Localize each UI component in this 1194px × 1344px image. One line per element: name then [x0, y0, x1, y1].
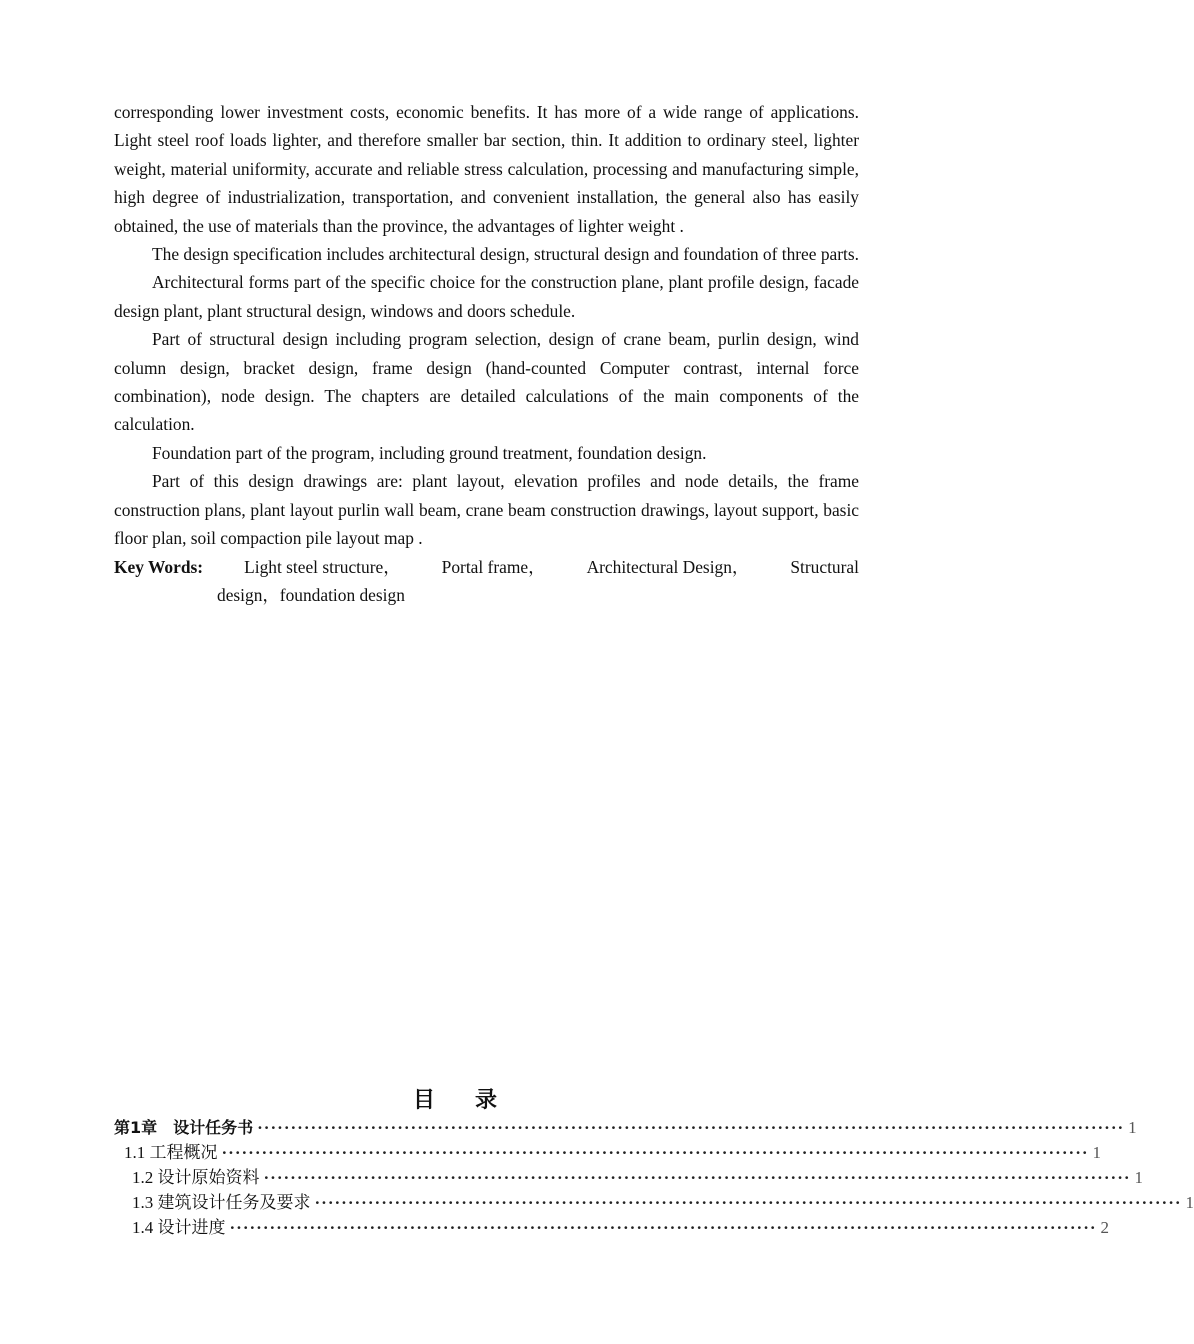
- toc-entry-1-1[interactable]: [114, 1140, 1102, 1165]
- toc-entry-label: 第1章 设计任务书: [114, 1118, 254, 1137]
- toc-page-number: 1: [1092, 1143, 1102, 1162]
- abstract-body: [114, 98, 859, 609]
- keyword-2: Portal frame，: [441, 556, 546, 577]
- toc-entry-label: 1.1 工程概况: [124, 1143, 218, 1162]
- toc-entry-label: 1.4 设计进度: [132, 1218, 226, 1237]
- toc-leader-dots: ··································································································································: [221, 1143, 1089, 1162]
- toc-entry-1-4[interactable]: [114, 1215, 1110, 1240]
- keyword-1: Light steel structure，: [244, 556, 401, 577]
- abstract-paragraph-2: The design specification includes architectural design, structural design and foundation of three parts.: [152, 244, 859, 265]
- toc-entry-1-3[interactable]: [114, 1190, 1194, 1215]
- keywords-line-2: design，foundation design: [217, 584, 405, 605]
- toc-leader-dots: ··································································································································: [257, 1118, 1125, 1137]
- toc-entry-chapter-1[interactable]: [114, 1115, 1137, 1140]
- keyword-4: Structural: [790, 556, 859, 577]
- abstract-paragraph-3: Architectural forms part of the specific choice for the construction plane, plant profile design, facade design plant, plant structural design, windows and doors schedule.: [114, 272, 859, 321]
- abstract-paragraph-6: Part of this design drawings are: plant layout, elevation profiles and node details, the frame construction plans, plant layout purlin wall beam, crane beam construction drawings, layout support, basic floor plan, soil compaction pile layout map .: [114, 471, 859, 549]
- keywords-label: Key Words:: [114, 556, 204, 577]
- table-of-contents: [114, 1115, 1194, 1240]
- keywords-block: [114, 553, 859, 610]
- toc-page-number: 1: [1128, 1118, 1137, 1137]
- keyword-3: Architectural Design，: [586, 556, 750, 577]
- toc-entry-1-2[interactable]: [114, 1165, 1144, 1190]
- toc-leader-dots: ··································································································································: [263, 1168, 1131, 1187]
- toc-page-number: 1: [1134, 1168, 1144, 1187]
- abstract-paragraph-1: corresponding lower investment costs, economic benefits. It has more of a wide range of applications. Light steel roof loads lighter, and therefore smaller bar section, thin. It addition to ordinary steel, lighter weight, material uniformity, accurate and reliable stress calculation, processing and manufacturing simple, high degree of industrialization, transportation, and convenient installation, the general also has easily obtained, the use of materials than the province, the advantages of lighter weight .: [114, 102, 859, 236]
- toc-page-number: 2: [1100, 1218, 1110, 1237]
- toc-leader-dots: ··································································································································: [229, 1218, 1097, 1237]
- abstract-paragraph-5: Foundation part of the program, including ground treatment, foundation design.: [152, 442, 707, 463]
- toc-entry-label: 1.3 建筑设计任务及要求: [132, 1193, 311, 1212]
- toc-leader-dots: ··································································································································: [314, 1193, 1182, 1212]
- toc-title: 目录: [412, 1088, 537, 1113]
- toc-page-number: 1: [1185, 1193, 1194, 1212]
- abstract-paragraph-4: Part of structural design including program selection, design of crane beam, purlin design, wind column design, bracket design, frame design (hand-counted Computer contrast, internal force combination), node design. The chapters are detailed calculations of the main components of the calculation.: [114, 329, 859, 435]
- toc-entry-label: 1.2 设计原始资料: [132, 1168, 260, 1187]
